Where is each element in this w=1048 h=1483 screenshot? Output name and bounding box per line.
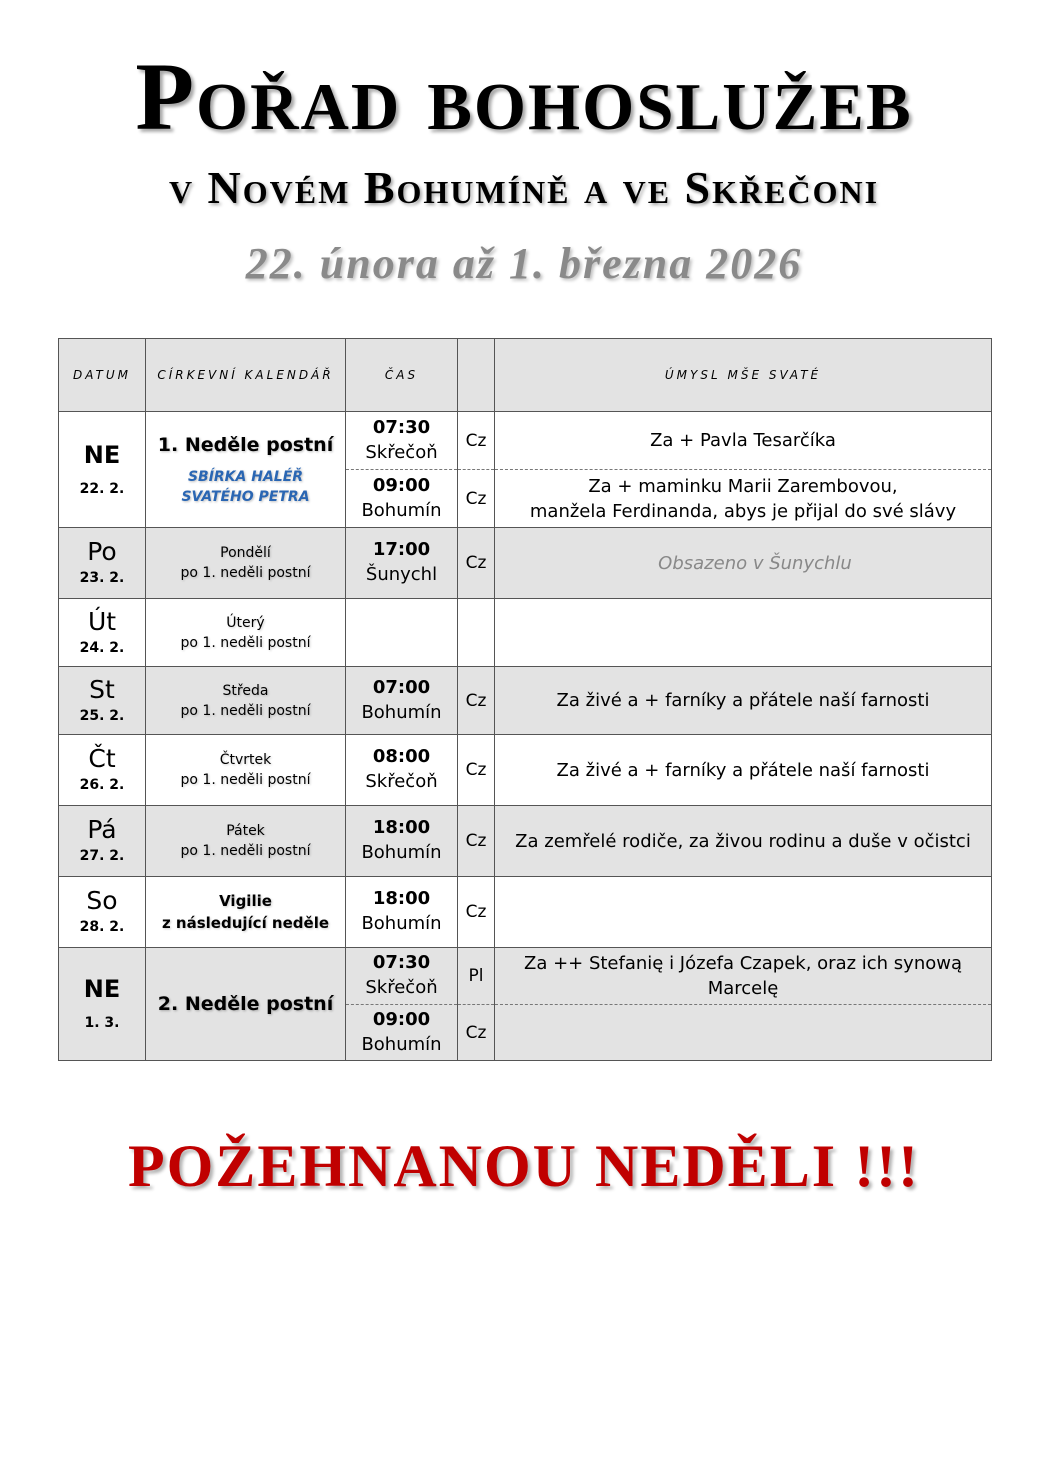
mass-place: Skřečoň — [365, 977, 438, 998]
date: 24. 2. — [79, 639, 125, 656]
table-row — [59, 412, 992, 470]
calendar-cell — [146, 877, 346, 948]
mass-place: Bohumín — [361, 913, 442, 934]
time-cell — [346, 1005, 458, 1061]
liturgical-day-note: po 1. neděli postní — [180, 634, 311, 651]
intention-cell — [495, 948, 992, 1005]
language-cell: Cz — [458, 806, 495, 877]
table-row — [59, 528, 992, 599]
table-row — [59, 735, 992, 806]
time-cell — [346, 470, 458, 528]
intention-cell — [495, 470, 992, 528]
liturgical-day: 1. Neděle postní — [157, 433, 334, 456]
mass-time: 17:00 — [372, 539, 431, 560]
time-cell — [346, 806, 458, 877]
column-header-date: DATUM — [59, 339, 146, 412]
intention-cell — [495, 877, 992, 948]
date: 1. 3. — [84, 1015, 120, 1031]
column-header-time: ČAS — [346, 339, 458, 412]
date-range: 22. února až 1. března 2026 — [245, 239, 803, 288]
day-abbrev: So — [86, 886, 118, 915]
intention-line: Za ++ Stefanię i Józefa Czapek, oraz ich synową — [523, 953, 962, 974]
intention-text: Obsazeno v Šunychlu — [658, 552, 852, 574]
calendar-cell — [146, 948, 346, 1061]
time-cell — [346, 735, 458, 806]
liturgical-day: Vigilie — [219, 892, 272, 910]
table-row — [59, 806, 992, 877]
day-abbrev: Po — [87, 537, 117, 566]
language-cell — [458, 599, 495, 667]
day-abbrev: Út — [87, 606, 117, 636]
intention-line: manžela Ferdinanda, abys je přijal do své slávy — [529, 500, 957, 522]
liturgical-day: Pátek — [226, 823, 265, 839]
liturgical-day: 2. Neděle postní — [157, 993, 334, 1015]
date-cell — [59, 412, 146, 528]
column-header-language — [458, 339, 495, 412]
table-row — [59, 599, 992, 667]
calendar-cell — [146, 735, 346, 806]
calendar-cell — [146, 599, 346, 667]
calendar-cell — [146, 412, 346, 528]
date: 25. 2. — [79, 707, 125, 724]
date-cell — [59, 877, 146, 948]
date-cell — [59, 806, 146, 877]
day-abbrev: Pá — [87, 815, 117, 844]
liturgical-day: Úterý — [226, 614, 265, 631]
liturgical-day: Středa — [222, 682, 269, 699]
mass-time: 18:00 — [372, 817, 431, 838]
intention-cell: Za živé a + farníky a přátele naší farnosti — [495, 667, 992, 735]
day-abbrev: NE — [83, 975, 121, 1003]
date: 23. 2. — [79, 570, 125, 586]
time-cell — [346, 528, 458, 599]
date-cell — [59, 599, 146, 667]
intention-cell — [495, 599, 992, 667]
language-cell: Cz — [458, 735, 495, 806]
closing-blessing: POŽEHNANOU NEDĚLI !!! — [127, 1133, 921, 1199]
liturgical-day-note: z následující neděle — [161, 914, 330, 932]
time-cell — [346, 877, 458, 948]
intention-cell: Za živé a + farníky a přátele naší farnosti — [495, 735, 992, 806]
mass-place: Bohumín — [361, 701, 442, 723]
date: 28. 2. — [79, 919, 125, 935]
intention-line: Marcelę — [707, 978, 779, 999]
page-subtitle: v Novém Bohumíně a ve Skřečoni — [168, 162, 880, 213]
mass-place: Šunychl — [365, 564, 438, 585]
column-header-intention: ÚMYSL MŠE SVATÉ — [495, 339, 992, 412]
language-cell: Cz — [458, 412, 495, 470]
liturgical-day-note: po 1. neděli postní — [180, 772, 311, 788]
language-cell: Cz — [458, 1005, 495, 1061]
mass-time: 18:00 — [372, 888, 431, 909]
intention-cell — [495, 528, 992, 599]
calendar-cell — [146, 806, 346, 877]
intention-cell — [495, 1005, 992, 1061]
intention-cell — [495, 412, 992, 470]
intention-line: Za + maminku Marii Zarembovou, — [588, 475, 898, 497]
time-cell — [346, 667, 458, 735]
calendar-cell — [146, 528, 346, 599]
collection-note-line: SBÍRKA HALÉŘ — [187, 468, 304, 485]
day-abbrev: Čt — [88, 744, 116, 773]
language-cell: Cz — [458, 877, 495, 948]
language-cell: Cz — [458, 667, 495, 735]
date-cell — [59, 528, 146, 599]
intention-cell: Za zemřelé rodiče, za živou rodinu a duše v očistci — [495, 806, 992, 877]
day-abbrev: NE — [83, 440, 121, 469]
language-cell: Cz — [458, 470, 495, 528]
liturgical-day-note: po 1. neděli postní — [180, 565, 311, 581]
mass-place: Skřečoň — [365, 441, 438, 463]
mass-place: Bohumín — [361, 499, 442, 521]
language-cell: Cz — [458, 528, 495, 599]
calendar-cell — [146, 667, 346, 735]
mass-place: Skřečoň — [365, 771, 438, 792]
liturgical-day-note: po 1. neděli postní — [180, 843, 311, 859]
mass-schedule-table — [58, 338, 992, 1061]
date-cell — [59, 948, 146, 1061]
mass-place: Bohumín — [361, 1033, 442, 1055]
collection-note — [146, 467, 345, 507]
liturgical-day: Čtvrtek — [219, 752, 272, 768]
day-abbrev: St — [89, 674, 115, 704]
mass-time: 07:00 — [372, 676, 431, 698]
language-cell: Pl — [458, 948, 495, 1005]
mass-time: 07:30 — [372, 952, 431, 973]
date-cell — [59, 735, 146, 806]
collection-note-line: SVATÉHO PETRA — [181, 488, 310, 505]
time-cell — [346, 412, 458, 470]
mass-place: Bohumín — [361, 842, 442, 863]
date: 27. 2. — [79, 848, 125, 864]
date: 22. 2. — [79, 480, 125, 497]
mass-time: 07:30 — [372, 416, 431, 438]
date-cell — [59, 667, 146, 735]
time-cell — [346, 599, 458, 667]
column-header-calendar: CÍRKEVNÍ KALENDÁŘ — [146, 339, 346, 412]
table-row — [59, 948, 992, 1005]
mass-time: 09:00 — [372, 1008, 431, 1030]
table-row — [59, 877, 992, 948]
intention-line: Za + Pavla Tesarčíka — [650, 430, 836, 451]
table-row — [59, 667, 992, 735]
time-cell — [346, 948, 458, 1005]
table-header-row — [59, 339, 992, 412]
liturgical-day-note: po 1. neděli postní — [180, 702, 311, 719]
liturgical-day: Pondělí — [220, 545, 271, 561]
page-title: Pořad bohoslužeb — [135, 43, 913, 150]
mass-time: 09:00 — [372, 474, 431, 496]
date: 26. 2. — [79, 777, 125, 793]
mass-time: 08:00 — [372, 746, 431, 767]
